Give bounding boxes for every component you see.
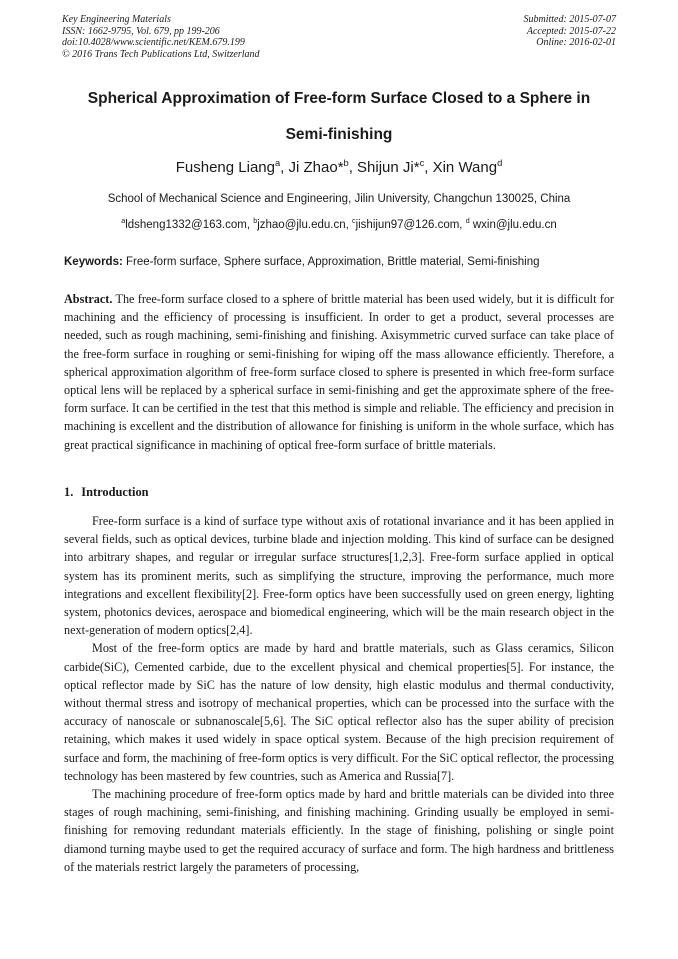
email-mark: c xyxy=(352,217,356,226)
author-separator: , xyxy=(280,159,289,176)
accepted-date: Accepted: 2015-07-22 xyxy=(526,25,616,37)
copyright-line: © 2016 Trans Tech Publications Ltd, Switzerland xyxy=(62,48,260,60)
keywords-text: Free-form surface, Sphere surface, Approximation, Brittle material, Semi-finishing xyxy=(126,256,540,268)
author-separator: , xyxy=(348,159,358,176)
section-title: Introduction xyxy=(81,485,149,499)
paragraph: Most of the free-form optics are made by hard and brattle materials, such as Glass ceramics, Silicon carbide(SiC), Cemented carbide, due to the excellent physical and chemical properties[5]. For instance, the optical reflector made by SiC has the nature of low density, high elastic modulus and thermal conductivity, without thermal stress and isotropy of mechanical properties, which can be processed into the surface with the accuracy of nanoscale or subnanoscale[5,6]. The SiC optical reflector also has the super ability of precision retaining, which makes it used widely in space optical system. Because of the high precision requirement of surface and form, the machining of free-form optics is very difficult. For the SiC optical reflector, the processing technology has been mastered by few countries, such as America and Russia[7]. xyxy=(64,641,614,783)
journal-name: Key Engineering Materials xyxy=(62,14,171,25)
abstract-label: Abstract. xyxy=(64,292,113,306)
email-separator: , xyxy=(246,219,254,231)
author-name: Shijun Ji* xyxy=(357,159,420,176)
email-mark: a xyxy=(121,217,126,226)
email-address[interactable]: ldsheng1332@163.com xyxy=(125,219,247,231)
paragraph: Free-form surface is a kind of surface type without axis of rotational invariance and it has been applied in several fields, such as optical devices, turbine blade and injection molding. This kind of surface can be designed into arbitrary shapes, and regular or irregular surface structures[1,2,3]. Free-form surface applied in optical system has its prominent merits, such as simplifying the structure, improving the performance, much more integrations and excellent flexibility[2]. Free-form optics have been successfully used on green energy, lighting system, photonics devices, aerospace and biomedical engineering, which will be the main research object in the next-generation of modern optics[2,4]. xyxy=(64,514,614,638)
author-name: Xin Wang xyxy=(432,159,498,176)
submitted-date: Submitted: 2015-07-07 xyxy=(523,14,616,25)
author-mark: a xyxy=(274,158,281,168)
header-right xyxy=(524,14,617,49)
author-mark: b xyxy=(343,158,349,168)
keywords-line xyxy=(64,256,624,268)
author-name: Ji Zhao* xyxy=(288,159,344,176)
paper-title-line-2: Semi-finishing xyxy=(285,126,393,143)
author-mark: d xyxy=(497,158,503,168)
email-separator: , xyxy=(345,219,352,231)
doi-line: doi:10.4028/www.scientific.net/KEM.679.199 xyxy=(62,37,245,48)
section-heading xyxy=(64,485,157,500)
abstract-text: The free-form surface closed to a sphere of brittle material has been used widely, but it is difficult for machining and the efficiency of processing is insufficient. In order to get a product, several processes are needed, such as rough machining, semi-finishing and finishing. Axisymmetric curved surface can take place of the free-form surface in roughing or semi-finishing for wiping off the mass allowance efficiently. Therefore, a spherical approximation algorithm of free-form surface closed to sphere is presented in which free-form surface optical lens will be replaced by a spherical surface in semi-finishing and get the approximate sphere of the free-form surface. It can be certified in the test that this method is simple and reliable. The efficiency and precision in machining is excellent and the distribution of allowance for finishing is uniform in the whole surface, which has great practical significance in machining of optical free-form surface of brittle materials. xyxy=(64,292,614,452)
introduction-body xyxy=(64,512,614,876)
paper-title-line-1: Spherical Approximation of Free-form Surface Closed to a Sphere in xyxy=(87,90,591,107)
online-date: Online: 2016-02-01 xyxy=(536,37,616,48)
email-list xyxy=(40,219,638,231)
author-separator: , xyxy=(424,159,433,176)
email-address[interactable]: jzhao@jlu.edu.cn xyxy=(257,219,346,231)
paragraph: The machining procedure of free-form optics made by hard and brittle materials can be divided into three stages of rough machining, semi-finishing, and finishing machining. Grinding usually be employed in semi-finishing for removing redundant materials efficiently. In the stage of finishing, polishing or single point diamond turning maybe used to get the required accuracy of surface and form. The high hardness and brittleness of the materials restrict largely the parameters of processing, xyxy=(64,787,614,874)
email-address[interactable]: jishijun97@126.com xyxy=(355,219,460,231)
email-mark: d xyxy=(465,217,470,226)
header-left xyxy=(62,14,260,60)
author-name: Fusheng Liang xyxy=(175,159,275,176)
author-list xyxy=(40,159,638,176)
affiliation: School of Mechanical Science and Engineering, Jilin University, Changchun 130025, China xyxy=(107,193,571,205)
section-number: 1. xyxy=(64,485,74,499)
email-separator: , xyxy=(459,219,466,231)
email-address[interactable]: wxin@jlu.edu.cn xyxy=(472,219,557,231)
author-mark: c xyxy=(419,158,425,168)
keywords-label: Keywords: xyxy=(64,256,123,268)
abstract xyxy=(64,290,614,454)
issn-line: ISSN: 1662-9795, Vol. 679, pp 199-206 xyxy=(62,25,220,37)
email-mark: b xyxy=(253,217,258,226)
